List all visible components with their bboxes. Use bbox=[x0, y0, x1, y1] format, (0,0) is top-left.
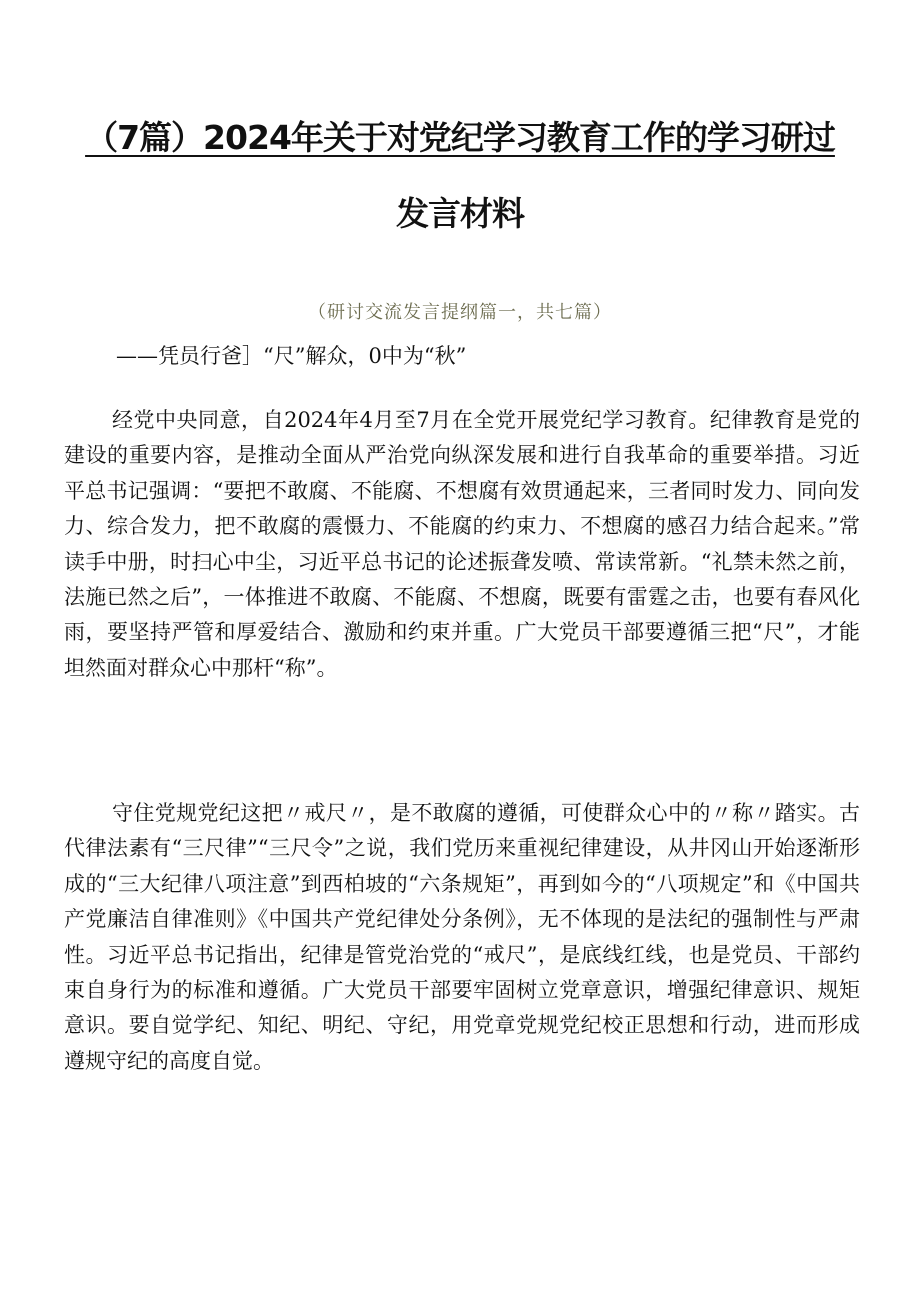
body-paragraph: 经党中央同意，自2024年4月至7月在全党开展党纪学习教育。纪律教育是党的建设的重要内容，是推动全面从严治党向纵深发展和进行自我革命的重要举措。习近平总书记强调：“要把不敢腐、不能腐、不想腐有效贯通起来，三者同时发力、同向发力、综合发力，把不敢腐的震慑力、不能腐的约束力、不想腐的感召力结合起来。”常读手中册，时扫心中尘，习近平总书记的论述振聋发喷、常读常新。“礼禁未然之前，法施已然之后”，一体推进不敢腐、不能腐、不想腐，既要有雷霆之击，也要有春风化雨，要坚持严管和厚爱结合、激励和约束并重。广大党员干部要遵循三把“尺”，才能坦然面对群众心中那杆“称”。 bbox=[64, 408, 860, 680]
lead-line: ——凭员行爸］“尺”解众，0中为“秋” bbox=[116, 344, 467, 368]
document-subtitle: （研讨交流发言提纲篇一，共七篇） bbox=[308, 302, 612, 323]
body-paragraph: 守住党规党纪这把〃戒尺〃，是不敢腐的遵循，可使群众心中的〃称〃踏实。古代律法素有“三尺律”“三尺令”之说，我们党历来重视纪律建设，从井冈山开始逐渐形成的“三大纪律八项注意”到西柏坡的“六条规矩”，再到如今的“八项规定”和《中国共产党廉洁自律准则》《中国共产党纪律处分条例》，无不体现的是法纪的强制性与严肃性。习近平总书记指出，纪律是管党治党的“戒尺”，是底线红线，也是党员、干部约束自身行为的标准和遵循。广大党员干部要牢固树立党章意识，增强纪律意识、规矩意识。要自觉学纪、知纪、明纪、守纪，用党章党规党纪校正思想和行动，进而形成遵规守纪的高度自觉。 bbox=[64, 801, 860, 1073]
document-title-line1: （7篇）2024年关于对党纪学习教育工作的学习研过 bbox=[85, 118, 835, 157]
document-title-line2: 发言材料 bbox=[396, 194, 524, 233]
